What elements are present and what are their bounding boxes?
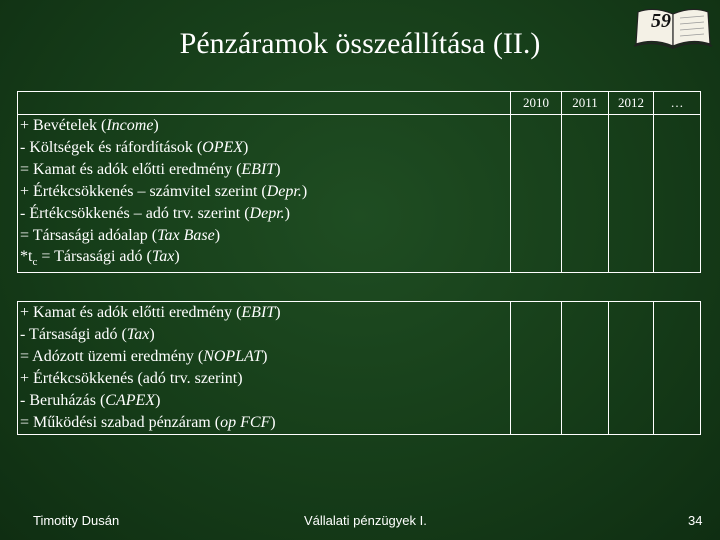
row-term: Tax bbox=[151, 248, 175, 265]
row-term: EBIT bbox=[241, 304, 276, 322]
year-value-cell bbox=[609, 137, 654, 159]
row-close: ) bbox=[270, 414, 276, 432]
year-value-cell bbox=[511, 137, 562, 159]
row-operator: = bbox=[20, 227, 33, 244]
year-value-cell bbox=[562, 412, 609, 435]
row-operator: - bbox=[20, 205, 30, 222]
table-row bbox=[18, 137, 701, 159]
row-close: ) bbox=[149, 326, 155, 344]
table-row bbox=[18, 302, 701, 325]
row-term: op FCF bbox=[220, 414, 271, 432]
year-header: 2010 bbox=[511, 92, 562, 115]
year-value-cell bbox=[654, 324, 701, 346]
row-term: CAPEX bbox=[105, 392, 156, 410]
row-text: = Társasági adó ( bbox=[37, 248, 152, 265]
row-operator: + bbox=[20, 370, 34, 388]
table-row bbox=[18, 346, 701, 368]
row-text: Értékcsökkenés (adó trv. szerint) bbox=[33, 370, 243, 388]
row-close: ) bbox=[284, 205, 290, 222]
row-operator: - bbox=[20, 392, 30, 410]
row-operator: - bbox=[20, 139, 30, 156]
table-row bbox=[18, 390, 701, 412]
year-value-cell bbox=[511, 225, 562, 247]
table-row bbox=[18, 203, 701, 225]
table-row bbox=[18, 247, 701, 273]
row-operator: + bbox=[20, 304, 34, 322]
year-value-cell bbox=[562, 346, 609, 368]
year-value-cell bbox=[654, 247, 701, 273]
year-value-cell bbox=[562, 302, 609, 325]
spacer-cell bbox=[511, 273, 562, 302]
row-label bbox=[18, 225, 511, 247]
year-value-cell bbox=[609, 115, 654, 138]
row-text: Beruházás ( bbox=[29, 392, 106, 410]
year-value-cell bbox=[511, 115, 562, 138]
year-value-cell bbox=[511, 368, 562, 390]
cash-flow-table bbox=[17, 91, 701, 435]
year-value-cell bbox=[654, 115, 701, 138]
year-value-cell bbox=[654, 412, 701, 435]
year-value-cell bbox=[511, 346, 562, 368]
row-close: ) bbox=[155, 392, 161, 410]
row-label bbox=[18, 203, 511, 225]
year-value-cell bbox=[511, 203, 562, 225]
year-header: … bbox=[654, 92, 701, 115]
row-label bbox=[18, 137, 511, 159]
row-term: OPEX bbox=[202, 139, 244, 156]
row-term: Tax Base bbox=[157, 227, 215, 244]
year-value-cell bbox=[562, 368, 609, 390]
year-value-cell bbox=[654, 181, 701, 203]
table-row bbox=[18, 368, 701, 390]
year-value-cell bbox=[654, 137, 701, 159]
table-row bbox=[18, 412, 701, 435]
row-close: ) bbox=[301, 183, 308, 200]
row-label bbox=[18, 324, 511, 346]
row-label bbox=[18, 302, 511, 325]
row-term: Income bbox=[106, 117, 154, 134]
year-value-cell bbox=[562, 324, 609, 346]
row-text: Értékcsökkenés – adó trv. szerint ( bbox=[29, 205, 250, 222]
year-value-cell bbox=[609, 181, 654, 203]
year-value-cell bbox=[654, 203, 701, 225]
row-label bbox=[18, 390, 511, 412]
year-value-cell bbox=[562, 247, 609, 273]
row-term: Depr. bbox=[249, 205, 285, 222]
spacer-cell bbox=[562, 273, 609, 302]
year-value-cell bbox=[609, 302, 654, 325]
year-value-cell bbox=[562, 181, 609, 203]
year-value-cell bbox=[609, 159, 654, 181]
row-label bbox=[18, 412, 511, 435]
row-close: ) bbox=[275, 161, 281, 178]
year-value-cell bbox=[654, 225, 701, 247]
year-value-cell bbox=[511, 247, 562, 273]
spacer-cell bbox=[609, 273, 654, 302]
year-value-cell bbox=[511, 324, 562, 346]
row-operator: = bbox=[20, 161, 34, 178]
row-text: Értékcsökkenés – számvitel szerint ( bbox=[33, 183, 267, 200]
row-operator: = bbox=[20, 348, 33, 366]
section-spacer-row bbox=[18, 273, 701, 302]
year-value-cell bbox=[511, 181, 562, 203]
row-close: ) bbox=[214, 227, 221, 244]
row-label bbox=[18, 346, 511, 368]
spacer-cell bbox=[654, 273, 701, 302]
year-value-cell bbox=[511, 412, 562, 435]
row-text: Kamat és adók előtti eredmény ( bbox=[33, 161, 242, 178]
row-text: Adózott üzemi eredmény ( bbox=[32, 348, 204, 366]
year-value-cell bbox=[511, 302, 562, 325]
header-empty-cell bbox=[18, 92, 511, 115]
year-value-cell bbox=[609, 390, 654, 412]
year-value-cell bbox=[562, 390, 609, 412]
year-value-cell bbox=[654, 390, 701, 412]
row-label bbox=[18, 115, 511, 138]
row-text: Működési szabad pénzáram ( bbox=[33, 414, 221, 432]
table-row bbox=[18, 324, 701, 346]
year-value-cell bbox=[562, 203, 609, 225]
table-row bbox=[18, 225, 701, 247]
row-text: Költségek és ráfordítások ( bbox=[29, 139, 203, 156]
year-value-cell bbox=[562, 159, 609, 181]
year-header: 2012 bbox=[609, 92, 654, 115]
year-value-cell bbox=[511, 390, 562, 412]
row-label bbox=[18, 159, 511, 181]
year-value-cell bbox=[609, 225, 654, 247]
footer-page-number: 34 bbox=[688, 513, 703, 528]
year-value-cell bbox=[609, 412, 654, 435]
slide-title: Pénzáramok összeállítása (II.) bbox=[179, 27, 541, 60]
year-value-cell bbox=[654, 302, 701, 325]
slide-number-badge: 59 bbox=[651, 10, 671, 32]
row-label bbox=[18, 247, 511, 273]
year-value-cell bbox=[654, 368, 701, 390]
year-value-cell bbox=[562, 225, 609, 247]
year-value-cell bbox=[609, 324, 654, 346]
year-value-cell bbox=[654, 346, 701, 368]
row-term: NOPLAT bbox=[203, 348, 263, 366]
year-value-cell bbox=[562, 137, 609, 159]
row-operator: *t bbox=[20, 248, 33, 265]
year-value-cell bbox=[609, 247, 654, 273]
table-row bbox=[18, 181, 701, 203]
row-operator-subscript: c bbox=[32, 256, 38, 269]
year-value-cell bbox=[609, 368, 654, 390]
row-text: Bevételek ( bbox=[33, 117, 107, 134]
year-value-cell bbox=[609, 346, 654, 368]
row-operator: + bbox=[20, 117, 34, 134]
footer-course: Vállalati pénzügyek I. bbox=[304, 513, 427, 528]
year-header-row bbox=[18, 92, 701, 115]
row-text: Kamat és adók előtti eredmény ( bbox=[33, 304, 242, 322]
row-term: Depr. bbox=[266, 183, 302, 200]
year-value-cell bbox=[511, 159, 562, 181]
year-value-cell bbox=[609, 203, 654, 225]
year-value-cell bbox=[562, 115, 609, 138]
row-term: Tax bbox=[126, 326, 150, 344]
row-close: ) bbox=[262, 348, 268, 366]
row-close: ) bbox=[275, 304, 281, 322]
row-operator: + bbox=[20, 183, 34, 200]
row-operator: = bbox=[20, 414, 34, 432]
year-header: 2011 bbox=[562, 92, 609, 115]
row-term: EBIT bbox=[241, 161, 276, 178]
row-close: ) bbox=[153, 117, 159, 134]
footer-author: Timotity Dusán bbox=[33, 513, 120, 528]
row-text: Társasági adó ( bbox=[29, 326, 127, 344]
row-text: Társasági adóalap ( bbox=[32, 227, 158, 244]
row-operator: - bbox=[20, 326, 30, 344]
table-row bbox=[18, 159, 701, 181]
table-row bbox=[18, 115, 701, 138]
row-label bbox=[18, 181, 511, 203]
year-value-cell bbox=[654, 159, 701, 181]
spacer-cell bbox=[18, 273, 511, 302]
row-close: ) bbox=[174, 248, 180, 265]
open-book-icon bbox=[632, 4, 714, 50]
row-close: ) bbox=[243, 139, 249, 156]
row-label bbox=[18, 368, 511, 390]
